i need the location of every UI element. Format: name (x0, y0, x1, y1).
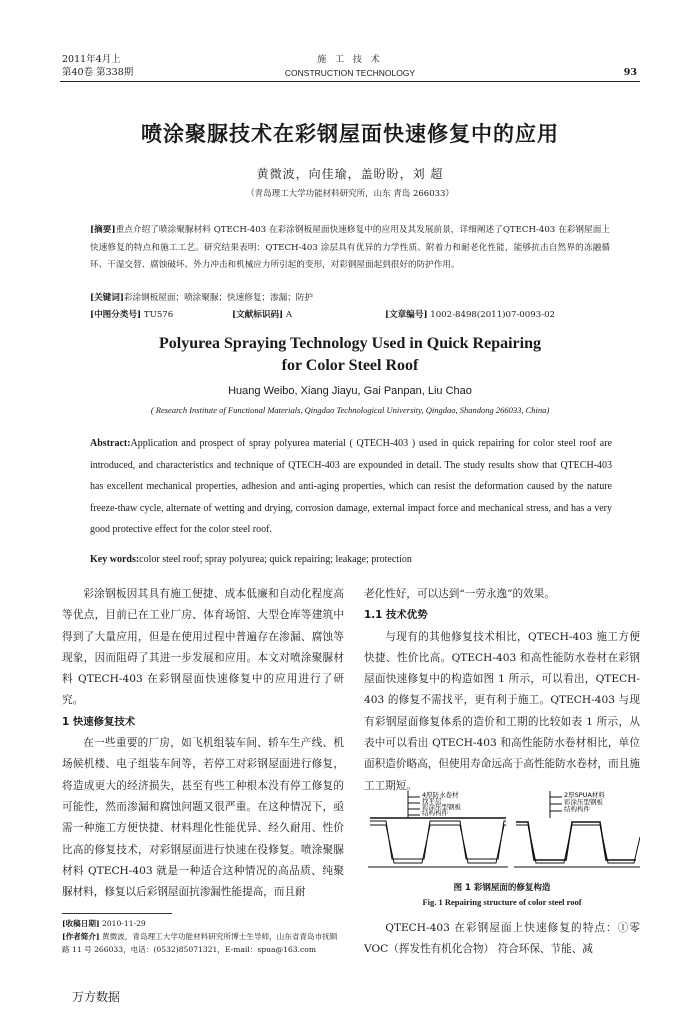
left-profiled-sheet (370, 825, 506, 863)
subsection-1-1-paragraph: 与现有的其他修复技术相比，QTECH-403 施工方便快捷、性价比高。QTECH-403 和高性能防水卷材在彩钢屋面快速修复中的构造如图 1 所示，可以看出，QTECH-403 的修复不需找平，更有利于施工。QTECH-403 与现有彩钢屋面修复体系的造价和工期的比较如表 1 所示，从表中可以看出 QTECH-403 和高性能防水卷材相比，单位面积造价略高，但使用寿命远高于高性能防水卷材，而且施工工期短。 (364, 630, 640, 792)
abstract-cn-text: 重点介绍了喷涂聚脲材料 QTECH-403 在彩涂钢板屋面快速修复中的应用及其发展前景，详细阐述了QTECH-403 在彩钢屋面上快速修复的特点和施工工艺。研究结果表明：QTECH-403 涂层具有优异的力学性质、附着力和耐老化性能，能够抗击自然界的冻融循环、干湿交替、腐蚀破坏、外力冲击和机械应力所引起的变形，对彩钢屋面起到很好的防护作用。 (90, 225, 610, 270)
figure-1 (368, 785, 640, 877)
abstract-en-label: Abstract: (90, 438, 131, 449)
doc-label: [文献标识码] (232, 310, 284, 320)
abstract-en-text: Application and prospect of spray polyurea material ( QTECH-403 ) used in quick repairing for color steel roof are introduced, and characteristics and technique of QTECH-403 are expounded in detail. The study results show that QTECH-403 has excellent mechanical properties, adhesion and anti-aging properties, which can resist the deformation caused by the nature freeze-thaw cycle, alternate of wetting and drying, corrosion damage, external impact force and mechanical stress, and has a very good protective effect for the color steel roof. (90, 438, 612, 535)
section-1-paragraph: 在一些重要的厂房，如飞机组装车间、轿车生产线、机场候机楼、电子组装车间等，若停工对彩钢屋面进行修复，将造成更大的经济损失，甚至有些工种根本没有停工修复的可能性，然而渗漏和腐蚀问题又很严重。在这种情况下，亟需一种施工方便快捷、材料理化性能优异、经久耐用、性价比高的修复技术，对彩钢屋面进行快速在役修复。喷涂聚脲材料 QTECH-403 就是一种适合这种情况的高品质、纯聚脲材料，修复以后彩钢屋面抗渗漏性能提高，而且耐 (62, 737, 344, 899)
left-label-3: 结构构件 (422, 809, 448, 817)
title-en-line2: for Color Steel Roof (281, 357, 419, 374)
right-label-0: 2厚SPUA材料 (564, 791, 605, 799)
subsection-1-1-heading: 1.1 技术优势 (364, 609, 428, 622)
affiliation-en: ( Research Institute of Functional Materials, Qingdao Technological University, Qingdao, Shandong 266033, China) (150, 405, 550, 415)
received-value: 2010-11-29 (101, 919, 146, 928)
features-paragraph: QTECH-403 在彩钢屋面上快速修复的特点：①零 VOC（挥发性有机化合物） 符合环保、节能、减 (364, 922, 640, 956)
author-info-text: 黄微波，青岛理工大学功能材料研究所博士生导师，山东省青岛市抚顺路 11 号 266033，电话：(0532)85071321，E-mail：spua@163.com (62, 932, 338, 954)
header-rule (60, 81, 640, 82)
figure-1-drawing (368, 785, 640, 877)
affiliation-cn: （青岛理工大学功能材料研究所，山东 青岛 266033） (246, 189, 454, 199)
authors-en: Huang Weibo, Xiang Jiayu, Gai Panpan, Liu Chao (228, 385, 472, 397)
abstract-cn (90, 222, 610, 275)
author-info-label: [作者简介] (62, 932, 100, 941)
clc-value: TU576 (143, 310, 174, 320)
right-profiled-sheet (516, 825, 640, 863)
abstract-cn-label: [摘要] (90, 225, 116, 235)
left-label-1: 找平层 (422, 797, 442, 805)
keywords-en-text: color steel roof; spray polyurea; quick repairing; leakage; protection (139, 554, 412, 565)
doc-code (232, 307, 372, 325)
received-label: [收稿日期] (62, 919, 100, 928)
intro-paragraph: 彩涂钢板因其具有施工便捷、成本低廉和自动化程度高等优点，目前已在工业厂房、体育场馆、大型仓库等建筑中得到了大量应用，但是在使用过程中普遍存在渗漏、腐蚀等现象，因而阻碍了其进一步发展和应用。本文对喷涂聚脲材料 QTECH-403 在彩钢屋面快速修复中的应用进行了研究。 (62, 588, 344, 707)
header-date: 2011年4月上 (62, 54, 121, 65)
right-label-2: 结构构件 (564, 805, 590, 813)
authors-cn: 黄微波，向佳瑜，盖盼盼，刘 超 (256, 167, 444, 181)
section-1-heading: 1 快速修复技术 (62, 715, 136, 728)
keywords-en-label: Key words: (90, 554, 140, 565)
author-info (62, 930, 344, 956)
left-label-2: 彩涂压型钢板 (422, 803, 461, 811)
header-journal-cn: 施 工 技 术 (317, 55, 383, 65)
keywords-cn-label: [关键词] (90, 293, 124, 303)
left-label-0: 4厚防水卷材 (422, 791, 459, 799)
received-date (62, 917, 344, 930)
keywords-cn (90, 290, 610, 308)
header-page-number: 93 (623, 67, 637, 78)
keywords-cn-text: 彩涂钢板屋面；喷涂聚脲；快速修复；渗漏；防护 (123, 293, 313, 303)
continued-text: 老化性好，可以达到“一劳永逸”的效果。 (364, 588, 555, 600)
title-en-line1: Polyurea Spraying Technology Used in Quick Repairing (159, 335, 541, 352)
clc-label: [中图分类号] (90, 310, 142, 320)
article-label: [文章编号] (385, 310, 428, 320)
article-value: 1002-8498(2011)07-0093-02 (430, 310, 556, 320)
right-column-after-figure (364, 918, 640, 961)
left-column (62, 584, 344, 903)
watermark: 万方数据 (72, 990, 121, 1004)
article-number (385, 307, 610, 325)
title-cn: 喷涂聚脲技术在彩钢屋面快速修复中的应用 (141, 122, 559, 146)
footnote (62, 917, 344, 956)
doc-value: A (285, 310, 293, 320)
keywords-en (90, 554, 612, 565)
clc-number (90, 307, 230, 325)
abstract-en (90, 433, 612, 541)
right-label-1: 彩涂压型钢板 (564, 798, 603, 806)
left-leveling-layer (370, 821, 506, 859)
figure-1-caption-cn: 图 1 彩钢屋面的修复构造 (453, 883, 551, 893)
header-volume: 第40卷 第338期 (62, 67, 134, 78)
figure-1-caption-en: Fig. 1 Repairing structure of color steel roof (422, 897, 582, 907)
header-journal-en: CONSTRUCTION TECHNOLOGY (284, 68, 416, 78)
footnote-rule (62, 913, 172, 914)
right-column (364, 584, 640, 797)
